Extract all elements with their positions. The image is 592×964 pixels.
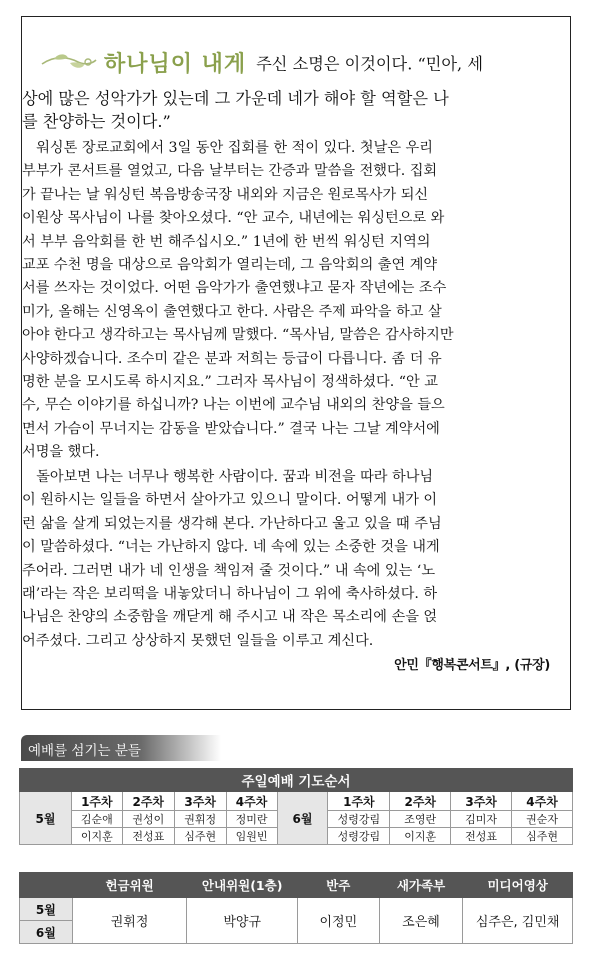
leaf-flourish-icon <box>40 50 98 78</box>
section-title: 예배를 섬기는 분들 <box>28 743 141 759</box>
role-value: 이정민 <box>297 898 379 944</box>
text-line: 나님은 찬양의 소중함을 깨닫게 해 주시고 내 작은 목소리에 손을 얹 <box>22 609 438 626</box>
intro-line: 를 찬양하는 것이다.” <box>22 112 171 131</box>
text-line: 서명을 했다. <box>22 444 100 461</box>
prayer-cell: 성령강림 <box>328 828 390 845</box>
prayer-order-table <box>19 768 573 845</box>
prayer-cell: 전성표 <box>451 828 512 845</box>
month-may: 5월 <box>20 898 73 921</box>
text-line: 명한 분을 모시도록 하시지요.” 그러자 목사님이 정색하셨다. “안 교 <box>22 374 438 391</box>
week-header: 1주차 <box>71 792 122 811</box>
role-header: 반주 <box>297 873 379 898</box>
text-line: 이 말씀하셨다. “너는 가난하지 않다. 네 속에 있는 소중한 것을 내게 <box>22 539 440 556</box>
text-line: 래’라는 작은 보리떡을 내놓았더니 하나님이 그 위에 축사하셨다. 하 <box>22 586 438 603</box>
text-line: 이 원하시는 일들을 하면서 살아가고 있으니 말이다. 어떻게 내가 이 <box>22 492 438 509</box>
section-header <box>21 735 221 761</box>
text-line: 워싱톤 장로교회에서 3일 동안 집회를 한 적이 있다. 첫날은 우리 <box>22 140 433 156</box>
essay-headline: 하나님이 내게 <box>104 51 247 77</box>
text-line: 수, 무슨 이야기를 하십니까? 나는 이번에 교수님 내외의 찬양을 들으 <box>22 397 445 414</box>
prayer-cell: 이지훈 <box>71 828 122 845</box>
prayer-cell: 권순자 <box>512 811 573 828</box>
week-header: 1주차 <box>328 792 390 811</box>
citation: 안민『행복콘서트』, (규장) <box>394 658 550 673</box>
text-line: 사양하겠습니다. 조수미 같은 분과 저희는 등급이 다릅니다. 좀 더 유 <box>22 350 442 367</box>
week-header: 2주차 <box>390 792 451 811</box>
text-line: 가 끝나는 날 워싱턴 복음방송국장 내외와 지금은 원로목사가 되신 <box>22 186 429 203</box>
essay-intro <box>40 50 483 78</box>
text-line: 서 부부 음악회를 한 번 해주십시오.” 1년에 한 번씩 워싱턴 지역의 <box>22 233 431 250</box>
month-june: 6월 <box>20 921 73 944</box>
prayer-cell: 전성표 <box>122 828 174 845</box>
role-header: 헌금위원 <box>72 873 187 898</box>
month-may: 5월 <box>20 792 72 845</box>
text-line: 어주셨다. 그리고 상상하지 못했던 일들을 이루고 계신다. <box>22 632 374 649</box>
week-header: 4주차 <box>512 792 573 811</box>
week-header: 4주차 <box>226 792 277 811</box>
week-header: 3주차 <box>451 792 512 811</box>
role-value: 권휘정 <box>72 898 187 944</box>
role-value: 박양규 <box>187 898 298 944</box>
text-line: 주어라. 그러면 내가 네 인생을 책임져 줄 것이다.” 내 속에 있는 ‘노 <box>22 562 436 579</box>
prayer-cell: 심주현 <box>174 828 226 845</box>
text-line: 부부가 콘서트를 열었고, 다음 날부터는 간증과 말씀을 전했다. 집회 <box>22 163 438 180</box>
prayer-cell: 이지훈 <box>390 828 451 845</box>
prayer-cell: 심주현 <box>512 828 573 845</box>
role-header: 새가족부 <box>379 873 463 898</box>
text-line: 아야 한다고 생각하고는 목사님께 말했다. “목사님, 말씀은 감사하지만 <box>22 327 454 344</box>
text-line: 이원상 목사님이 나를 찾아오셨다. “안 교수, 내년에는 워싱턴으로 와 <box>22 210 445 227</box>
paragraph-2 <box>22 466 570 653</box>
text-line: 서를 쓰자는 것이었다. 어떤 음악가가 출연했냐고 묻자 작년에는 조수 <box>22 280 447 297</box>
text-line: 면서 가슴이 무너지는 감동을 받았습니다.” 결국 나는 그날 계약서에 <box>22 420 440 437</box>
prayer-cell: 성령강림 <box>328 811 390 828</box>
intro-line: 상에 많은 성악가가 있는데 그 가운데 네가 해야 할 역할은 나 <box>22 89 449 108</box>
text-line: 교포 수천 명을 대상으로 음악회가 열리는데, 그 음악회의 출연 계약 <box>22 257 438 274</box>
week-header: 3주차 <box>174 792 226 811</box>
text-line: 미가, 올해는 신영옥이 출연했다고 한다. 사람은 주제 파악을 하고 살 <box>22 303 442 320</box>
intro-text: 주신 소명은 이것이다. “민아, 세 <box>256 54 483 74</box>
role-header: 안내위원(1층) <box>187 873 298 898</box>
role-value: 조은혜 <box>379 898 463 944</box>
prayer-cell: 권휘정 <box>174 811 226 828</box>
prayer-cell: 임원빈 <box>226 828 277 845</box>
month-june: 6월 <box>277 792 328 845</box>
week-header: 2주차 <box>122 792 174 811</box>
prayer-cell: 김미자 <box>451 811 512 828</box>
text-line: 돌아보면 나는 너무나 행복한 사람이다. 꿈과 비전을 따라 하나님 <box>22 469 434 485</box>
prayer-table-title: 주일예배 기도순서 <box>20 769 573 792</box>
paragraph-1 <box>22 137 570 465</box>
prayer-cell: 조영란 <box>390 811 451 828</box>
prayer-cell: 김순애 <box>71 811 122 828</box>
text-line: 런 삶을 살게 되었는지를 생각해 본다. 가난하다고 울고 있을 때 주님 <box>22 515 442 532</box>
roles-corner <box>20 873 73 898</box>
service-roles-table <box>19 872 573 944</box>
role-value: 심주은, 김민채 <box>463 898 573 944</box>
prayer-cell: 정미란 <box>226 811 277 828</box>
prayer-cell: 권성이 <box>122 811 174 828</box>
role-header: 미디어영상 <box>463 873 573 898</box>
